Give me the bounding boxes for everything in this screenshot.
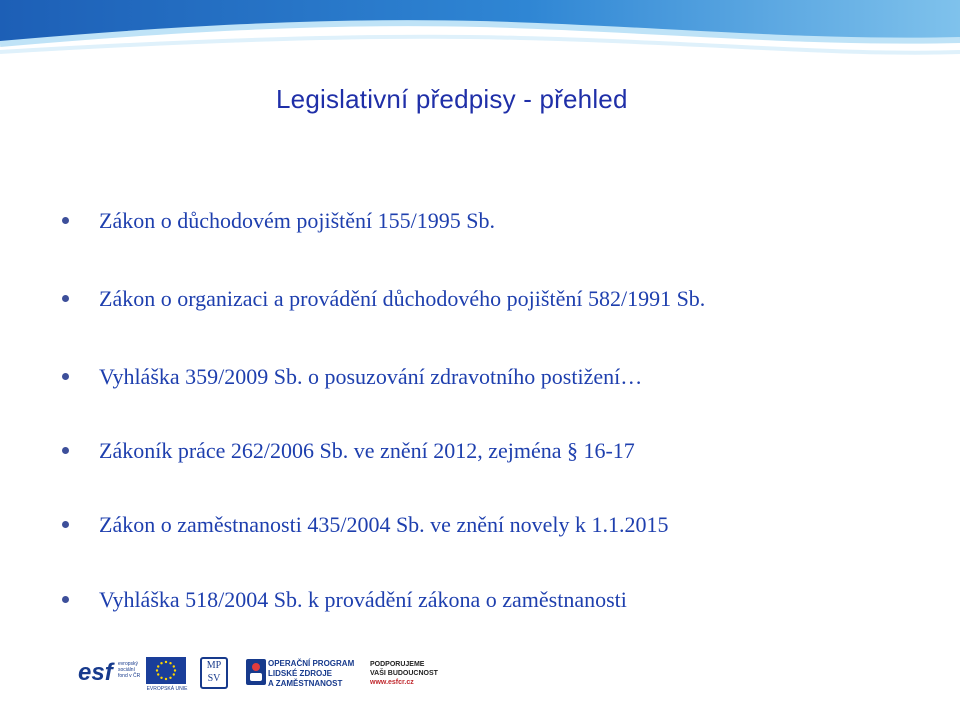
- eu-caption: EVROPSKÁ UNIE: [146, 686, 188, 692]
- bullet-icon: [62, 217, 69, 224]
- page-title: Legislativní předpisy - přehled: [276, 84, 628, 114]
- bullet-icon: [62, 295, 69, 302]
- list-item-text: Zákoník práce 262/2006 Sb. ve znění 2012, zejména § 16-17: [99, 438, 635, 463]
- bullet-icon: [62, 596, 69, 603]
- list-item-text: Zákon o důchodovém pojištění 155/1995 Sb.: [99, 208, 495, 233]
- pod-url: www.esfcr.cz: [370, 679, 414, 686]
- list-item-text: Zákon o zaměstnanosti 435/2004 Sb. ve znění novely k 1.1.2015: [99, 512, 669, 537]
- esf-mark: esf: [78, 659, 113, 686]
- bullet-icon: [62, 373, 69, 380]
- op-lzz-text: [268, 659, 354, 689]
- header-wave-graphic: [0, 0, 960, 64]
- podporujeme-text: [370, 660, 438, 687]
- pod-line-1: PODPORUJEME: [370, 661, 425, 668]
- bullet-icon: [62, 447, 69, 454]
- mpsv-top: MP: [206, 660, 222, 671]
- header-wave-band: [0, 0, 960, 64]
- eu-stars-icon: [146, 657, 186, 684]
- op-line-3: A ZAMĚSTNANOST: [268, 679, 343, 688]
- mpsv-logo: [200, 655, 230, 695]
- mpsv-box: [200, 657, 228, 689]
- op-line-2: LIDSKÉ ZDROJE: [268, 669, 333, 678]
- pod-line-2: VAŠI BUDOUCNOST: [370, 670, 438, 677]
- list-item-text: Zákon o organizaci a provádění důchodového pojištění 582/1991 Sb.: [99, 286, 706, 311]
- eu-flag-icon: [146, 655, 188, 695]
- op-lzz-logo: [246, 655, 356, 695]
- op-line-1: OPERAČNÍ PROGRAM: [268, 659, 355, 668]
- esf-subtitle: evropský sociální fond v ČR: [118, 661, 141, 679]
- mpsv-bottom: SV: [207, 673, 221, 684]
- list-item-text: Vyhláška 359/2009 Sb. o posuzování zdravotního postižení…: [99, 364, 643, 389]
- podporujeme-logo: [370, 655, 460, 695]
- esf-logo: [78, 655, 142, 695]
- footer-logo-strip: [78, 655, 458, 695]
- op-lzz-icon: [246, 659, 266, 685]
- list-item-text: Vyhláška 518/2004 Sb. k provádění zákona o zaměstnanosti: [99, 587, 627, 612]
- bullet-icon: [62, 521, 69, 528]
